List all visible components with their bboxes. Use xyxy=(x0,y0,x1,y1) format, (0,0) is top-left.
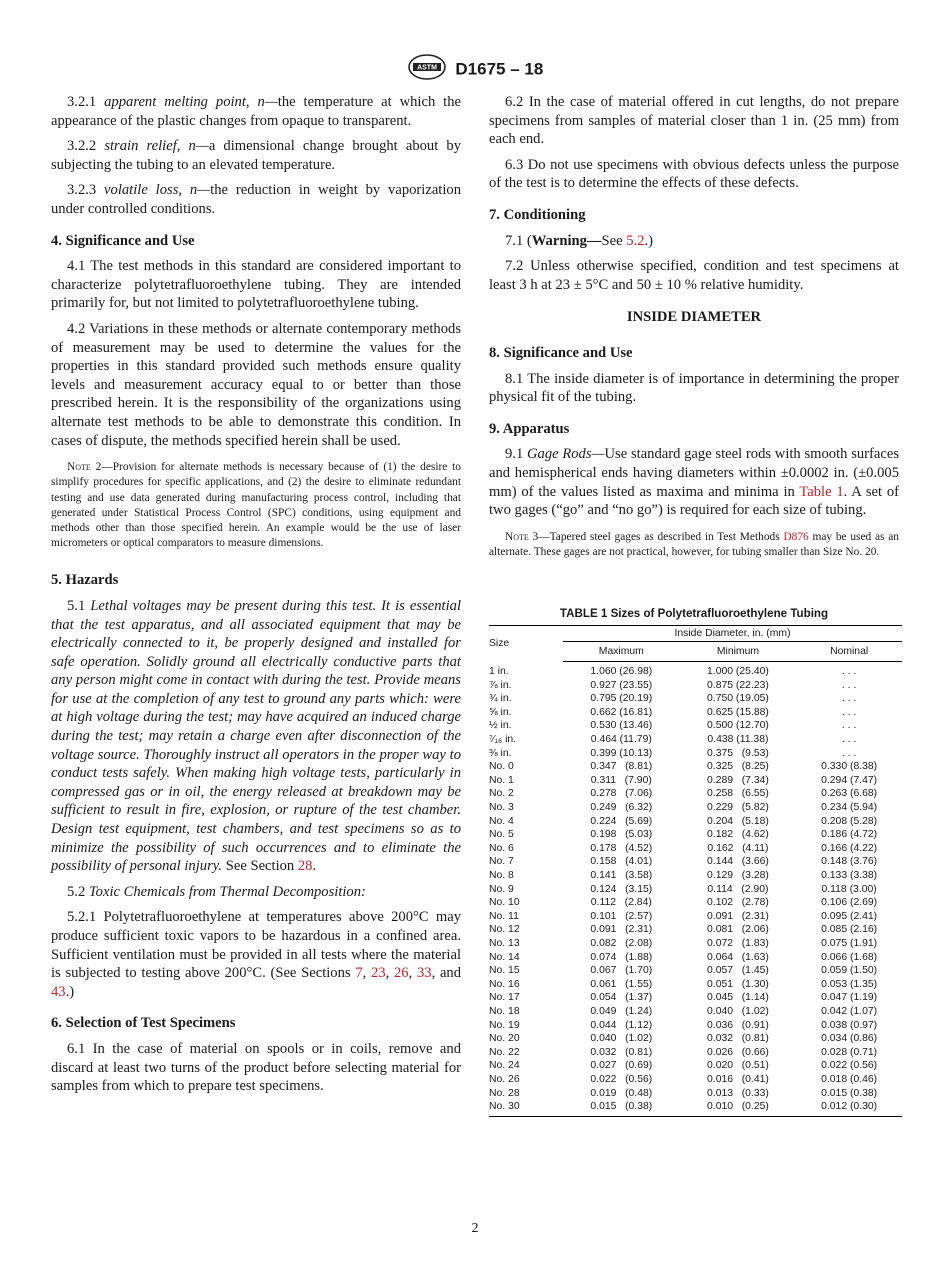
size-cell: No. 17 xyxy=(489,992,520,1004)
maximum-cell: 0.158 (4.01) xyxy=(590,856,653,868)
size-cell: No. 19 xyxy=(489,1019,520,1031)
size-cell: ½ in. xyxy=(489,720,512,732)
table-row xyxy=(489,747,902,761)
minimum-cell: 0.625 (15.88) xyxy=(707,706,769,718)
para-6-3: 6.3 Do not use specimens with obvious defects unless the purpose of the test is to determine the effects of these defects. xyxy=(489,156,899,192)
nominal-cell: . . . xyxy=(841,747,857,759)
para-5-2: 5.2 Toxic Chemicals from Thermal Decomposition: xyxy=(67,883,366,900)
maximum-cell: 0.027 (0.69) xyxy=(590,1060,653,1072)
maximum-cell: 1.060 (26.98) xyxy=(590,666,653,678)
nominal-cell: 0.133 (3.38) xyxy=(821,870,878,881)
maximum-cell: 0.464 (11.79) xyxy=(590,734,652,746)
para-3-2-1: 3.2.1 apparent melting point, n—the temperature at which the appearance of the plastic changes from opaque to transparent. xyxy=(51,94,462,129)
size-cell: 1 in. xyxy=(489,665,509,677)
maximum-cell: 0.049 (1.24) xyxy=(590,1005,653,1017)
minimum-cell: 0.129 (3.28) xyxy=(707,870,769,881)
section-28-link[interactable]: 28 xyxy=(297,858,313,875)
para-4-1: 4.1 The test methods in this standard are considered important to characterize polytetrafluoroethylene tubing. They are intended primarily for, but not limited to polytetrafluoroethylene tubing. xyxy=(51,258,461,312)
minimum-cell: 0.010 (0.25) xyxy=(680,1100,797,1116)
minimum-cell: 0.438 (11.38) xyxy=(707,734,769,746)
nominal-cell: 0.106 (2.69) xyxy=(821,897,878,909)
svg-text:ASTM: ASTM xyxy=(416,64,437,72)
para-9-1: 9.1 Gage Rods—Use standard gage steel rods with smooth surfaces and hemispherical ends having diameters within ±0.0002 in. (±0.005 mm) of the values listed as maxima and minima in Table 1. A set of two gages (“go” and “no go”) is required for each size of tubing. xyxy=(489,446,899,519)
table-row xyxy=(489,760,902,774)
size-cell: No. 20 xyxy=(489,1033,520,1045)
table-row xyxy=(489,706,902,720)
para-4-2: 4.2 Variations in these methods or alternate contemporary methods of measurement may be used to determine the values for the properties in this standard provided such methods ensure quality levels and measurement accuracy equal to or better than those prescribed herein. It is the responsibility of the organizations using alternate test methods to be able to demonstrate this condition. In cases of dispute, the methods specified herein shall be used. xyxy=(51,320,461,449)
maximum-cell: 0.278 (7.06) xyxy=(590,788,653,800)
size-cell: No. 2 xyxy=(489,788,514,800)
nominal-cell: 0.038 (0.97) xyxy=(821,1019,878,1031)
minimum-cell: 0.182 (4.62) xyxy=(707,829,769,841)
minimum-cell: 0.026 (0.66) xyxy=(707,1046,769,1058)
size-cell: No. 24 xyxy=(489,1060,520,1072)
size-cell: No. 26 xyxy=(489,1073,520,1085)
size-cell: ⁷⁄₁₆ in. xyxy=(489,734,517,746)
minimum-cell: 0.144 (3.66) xyxy=(707,856,769,868)
minimum-cell: 0.020 (0.51) xyxy=(707,1060,769,1072)
nominal-cell: 0.053 (1.35) xyxy=(821,978,878,990)
minimum-column-header: Minimum xyxy=(680,642,797,662)
minimum-cell: 0.032 (0.81) xyxy=(707,1033,769,1045)
size-cell: No. 9 xyxy=(489,883,514,895)
section-8-heading: 8. Significance and Use xyxy=(489,344,633,361)
maximum-cell: 0.032 (0.81) xyxy=(590,1046,653,1058)
minimum-cell: 0.750 (19.05) xyxy=(707,693,769,705)
table-row xyxy=(489,1073,902,1087)
table-row xyxy=(489,910,902,924)
minimum-cell: 0.057 (1.45) xyxy=(707,965,769,977)
size-cell: No. 22 xyxy=(489,1046,520,1058)
table-row xyxy=(489,1019,902,1033)
section-5-2-link[interactable]: 5.2 xyxy=(626,232,645,249)
size-cell: No. 18 xyxy=(489,1005,520,1017)
maximum-cell: 0.091 (2.31) xyxy=(590,924,653,936)
maximum-cell: 0.061 (1.55) xyxy=(590,978,653,990)
section-5-heading: 5. Hazards xyxy=(51,572,119,589)
para-3-2-3: 3.2.3 volatile loss, n—the reduction in weight by vaporization under controlled conditions. xyxy=(51,182,461,217)
right-column xyxy=(489,93,899,1117)
minimum-cell: 0.258 (6.55) xyxy=(707,788,769,800)
inside-diameter-header: Inside Diameter, in. (mm) xyxy=(563,626,902,642)
maximum-cell: 0.022 (0.56) xyxy=(590,1073,653,1085)
maximum-cell: 0.054 (1.37) xyxy=(590,992,653,1004)
maximum-cell: 0.044 (1.12) xyxy=(590,1019,653,1031)
size-cell: No. 28 xyxy=(489,1087,520,1099)
maximum-cell: 0.249 (6.32) xyxy=(590,802,653,814)
maximum-cell: 0.662 (16.81) xyxy=(590,706,653,718)
minimum-cell: 0.040 (1.02) xyxy=(707,1005,769,1017)
size-cell: ⅜ in. xyxy=(489,747,512,759)
page-number: 2 xyxy=(471,1221,479,1236)
d876-link[interactable]: D876 xyxy=(783,530,809,543)
minimum-cell: 0.051 (1.30) xyxy=(707,978,769,990)
para-3-2-2: 3.2.2 strain relief, n—a dimensional change brought about by subjecting the tubing to an elevated temperature. xyxy=(51,138,461,173)
table-row xyxy=(489,815,902,829)
size-cell: No. 7 xyxy=(489,856,514,868)
table-row xyxy=(489,869,902,883)
maximum-cell: 0.927 (23.55) xyxy=(590,679,653,691)
size-cell: ⅞ in. xyxy=(489,679,512,691)
table-row xyxy=(489,801,902,815)
nominal-cell: 0.186 (4.72) xyxy=(821,829,878,841)
para-6-1: 6.1 In the case of material on spools or in coils, remove and discard at least two turns of the product before selecting material for samples from which to prepare test specimens. xyxy=(51,1040,461,1095)
nominal-cell: 0.022 (0.56) xyxy=(821,1060,878,1072)
size-cell: No. 5 xyxy=(489,829,514,841)
table-row xyxy=(489,883,902,897)
maximum-cell: 0.124 (3.15) xyxy=(590,883,653,895)
para-5-1: 5.1 Lethal voltages may be present during this test. It is essential that the test apparatus, and all associated equipment that may be electrically connected to it, be properly designed and installed for safe operation. Solidly ground all electrically conductive parts that any person might come in contact with during the test. Provide means for use at the completion of any test to ground any parts which: were at high voltage during the test; may have acquired an induced charge during the test; may retain a charge even after disconnection of the voltage source. Thoroughly instruct all operators in the proper way to conduct tests safely. When making high voltage tests, particularly in compressed gas or in oil, the energy released at breakdown may be sufficient to result in fire, explosion, or rupture of the test chamber. Design test equipment, test chambers, and test specimens so as to minimize the possibility of such occurrences and to eliminate the possibility of personal injury. See Section 28. xyxy=(51,597,461,875)
section-4-heading: 4. Significance and Use xyxy=(51,232,195,249)
nominal-cell: 0.148 (3.76) xyxy=(821,856,878,868)
size-cell: No. 13 xyxy=(489,937,520,949)
maximum-cell: 0.224 (5.69) xyxy=(590,815,653,827)
table-row xyxy=(489,733,902,747)
nominal-cell: 0.075 (1.91) xyxy=(821,937,878,949)
table-row xyxy=(489,828,902,842)
minimum-cell: 0.081 (2.06) xyxy=(707,924,769,936)
table-row xyxy=(489,719,902,733)
section-23-link[interactable]: 23 xyxy=(371,965,386,982)
maximum-cell: 0.311 (7.90) xyxy=(590,774,652,786)
nominal-cell: 0.066 (1.68) xyxy=(821,951,878,963)
size-cell: No. 16 xyxy=(489,978,520,990)
minimum-cell: 0.162 (4.11) xyxy=(707,842,769,854)
nominal-cell: 0.166 (4.22) xyxy=(821,842,878,854)
nominal-cell: 0.263 (6.68) xyxy=(821,788,878,800)
size-cell: ¾ in. xyxy=(489,693,512,705)
size-cell: No. 8 xyxy=(489,870,514,881)
section-26-link[interactable]: 26 xyxy=(394,965,409,982)
para-7-1: 7.1 (Warning—See 5.2.) xyxy=(505,232,654,249)
size-cell: No. 3 xyxy=(489,802,514,814)
nominal-cell: 0.028 (0.71) xyxy=(821,1046,878,1058)
size-cell: No. 0 xyxy=(489,761,514,773)
nominal-cell: . . . xyxy=(841,734,857,746)
table-row xyxy=(489,1032,902,1046)
nominal-cell: 0.294 (7.47) xyxy=(821,774,878,786)
nominal-cell: . . . xyxy=(841,693,857,705)
size-cell: ⅝ in. xyxy=(489,706,512,718)
table-row xyxy=(489,937,902,951)
size-cell: No. 1 xyxy=(489,774,514,786)
table-row xyxy=(489,978,902,992)
minimum-cell: 0.289 (7.34) xyxy=(707,774,769,786)
minimum-cell: 0.045 (1.14) xyxy=(707,992,769,1004)
maximum-cell: 0.101 (2.57) xyxy=(590,910,653,922)
sizes-table-body xyxy=(489,662,902,1117)
size-cell: No. 12 xyxy=(489,924,520,936)
table-row xyxy=(489,951,902,965)
minimum-cell: 0.500 (12.70) xyxy=(707,720,769,732)
minimum-cell: 0.229 (5.82) xyxy=(707,802,769,814)
astm-logo-icon xyxy=(407,54,447,85)
maximum-cell: 0.074 (1.88) xyxy=(590,951,653,963)
para-8-1: 8.1 The inside diameter is of importance in determining the proper physical fit of the tubing. xyxy=(489,370,899,406)
size-cell: No. 15 xyxy=(489,965,520,977)
nominal-cell: 0.034 (0.86) xyxy=(821,1033,878,1045)
minimum-cell: 0.204 (5.18) xyxy=(707,815,769,827)
maximum-cell: 0.347 (8.81) xyxy=(590,761,653,773)
table-row xyxy=(489,964,902,978)
size-cell: No. 6 xyxy=(489,842,514,854)
maximum-cell: 0.399 (10.13) xyxy=(590,747,653,759)
minimum-cell: 0.036 (0.91) xyxy=(707,1019,769,1031)
table-row xyxy=(489,662,902,679)
minimum-cell: 0.091 (2.31) xyxy=(707,910,769,922)
left-column xyxy=(51,93,461,1103)
nominal-cell: . . . xyxy=(841,706,857,718)
size-cell: No. 11 xyxy=(489,910,519,922)
maximum-cell: 0.019 (0.48) xyxy=(590,1087,653,1099)
maximum-cell: 0.082 (2.08) xyxy=(590,937,653,949)
nominal-cell: 0.042 (1.07) xyxy=(821,1005,878,1017)
nominal-cell: 0.012 (0.30) xyxy=(796,1100,902,1116)
table-row xyxy=(489,692,902,706)
table-row xyxy=(489,1046,902,1060)
para-5-2-1: 5.2.1 Polytetrafluoroethylene at temperatures above 200°C may produce sufficient toxic vapors to be hazardous in a confined area. Sufficient ventilation must be provided in all tests where the material is subjected to testing above 200°C. (See Sections 7, 23, 26, 33, and 43.) xyxy=(51,909,462,1000)
nominal-cell: . . . xyxy=(841,666,857,678)
maximum-cell: 0.141 (3.58) xyxy=(590,870,653,881)
table-row xyxy=(489,1100,902,1116)
nominal-cell: 0.047 (1.19) xyxy=(821,992,878,1004)
table-row xyxy=(489,896,902,910)
maximum-cell: 0.067 (1.70) xyxy=(590,965,653,977)
table-row xyxy=(489,991,902,1005)
para-6-2: 6.2 In the case of material offered in cut lengths, do not prepare specimens from samples of material closer than 1 in. (25 mm) from each end. xyxy=(489,94,899,148)
section-7-link[interactable]: 7 xyxy=(355,965,363,982)
nominal-cell: 0.330 (8.38) xyxy=(821,761,878,773)
size-cell: No. 14 xyxy=(489,951,520,963)
table-row xyxy=(489,855,902,869)
para-7-2: 7.2 Unless otherwise specified, condition and test specimens at least 3 h at 23 ± 5°C and 50 ± 10 % relative humidity. xyxy=(489,258,899,293)
section-6-heading: 6. Selection of Test Specimens xyxy=(51,1015,236,1032)
table-1-title: TABLE 1 Sizes of Polytetrafluoroethylene Tubing xyxy=(559,607,829,621)
minimum-cell: 0.016 (0.41) xyxy=(707,1073,769,1085)
minimum-cell: 1.000 (25.40) xyxy=(707,666,769,678)
maximum-cell: 0.530 (13.46) xyxy=(590,720,653,732)
nominal-cell: 0.085 (2.16) xyxy=(821,924,878,936)
section-43-link[interactable]: 43 xyxy=(51,983,66,1000)
nominal-cell: 0.234 (5.94) xyxy=(821,802,878,814)
table-row xyxy=(489,774,902,788)
nominal-cell: 0.208 (5.28) xyxy=(821,815,878,827)
maximum-cell: 0.015 (0.38) xyxy=(563,1100,680,1116)
nominal-column-header: Nominal xyxy=(796,642,902,662)
minimum-cell: 0.072 (1.83) xyxy=(707,937,769,949)
sizes-table xyxy=(489,625,902,1117)
table-row xyxy=(489,1005,902,1019)
table-row xyxy=(489,923,902,937)
page-header xyxy=(0,54,950,85)
maximum-cell: 0.112 (2.84) xyxy=(590,897,652,909)
minimum-cell: 0.102 (2.78) xyxy=(707,897,769,909)
table-row xyxy=(489,1059,902,1073)
nominal-cell: 0.015 (0.38) xyxy=(821,1087,878,1099)
table-row xyxy=(489,842,902,856)
nominal-cell: . . . xyxy=(841,679,857,691)
maximum-column-header: Maximum xyxy=(563,642,680,662)
inside-diameter-heading: INSIDE DIAMETER xyxy=(626,309,762,326)
minimum-cell: 0.375 (9.53) xyxy=(707,747,769,759)
size-cell: No. 30 xyxy=(489,1100,563,1116)
section-7-heading: 7. Conditioning xyxy=(489,206,586,223)
maximum-cell: 0.040 (1.02) xyxy=(590,1033,653,1045)
maximum-cell: 0.178 (4.52) xyxy=(590,842,653,854)
maximum-cell: 0.198 (5.03) xyxy=(590,829,653,841)
note-3: Note 3—Tapered steel gages as described in Test Methods D876 may be used as an alternate. These gages are not practical, however, for tubing smaller than Size No. 20. xyxy=(489,530,899,558)
size-cell: No. 4 xyxy=(489,815,514,827)
table-1-link[interactable]: Table 1 xyxy=(799,483,844,500)
table-row xyxy=(489,679,902,693)
size-cell: No. 10 xyxy=(489,897,520,909)
nominal-cell: 0.118 (3.00) xyxy=(821,883,877,895)
size-column-header: Size xyxy=(489,626,563,662)
minimum-cell: 0.114 (2.90) xyxy=(707,883,769,895)
section-9-heading: 9. Apparatus xyxy=(489,420,570,437)
table-row xyxy=(489,1087,902,1101)
section-33-link[interactable]: 33 xyxy=(416,965,432,982)
note-2: Note 2—Provision for alternate methods is necessary because of (1) the desire to simplify procedures for specific applications, and (2) the desire to eliminate redundant testing and use data generated during manufacturing process control, including that generated under Statistical Process Control (SPC) conditions, using equipment and methods other than those specified herein. An example would be the use of laser micrometers or optical comparators to measure dimensions. xyxy=(51,461,461,550)
nominal-cell: 0.095 (2.41) xyxy=(821,910,878,922)
nominal-cell: 0.059 (1.50) xyxy=(821,965,878,977)
minimum-cell: 0.064 (1.63) xyxy=(707,951,769,963)
minimum-cell: 0.013 (0.33) xyxy=(707,1087,769,1099)
document-code: D1675 – 18 xyxy=(455,59,544,79)
minimum-cell: 0.325 (8.25) xyxy=(707,761,769,773)
maximum-cell: 0.795 (20.19) xyxy=(590,693,653,705)
nominal-cell: 0.018 (0.46) xyxy=(821,1073,878,1085)
minimum-cell: 0.875 (22.23) xyxy=(707,679,769,691)
nominal-cell: . . . xyxy=(841,720,857,732)
table-row xyxy=(489,787,902,801)
